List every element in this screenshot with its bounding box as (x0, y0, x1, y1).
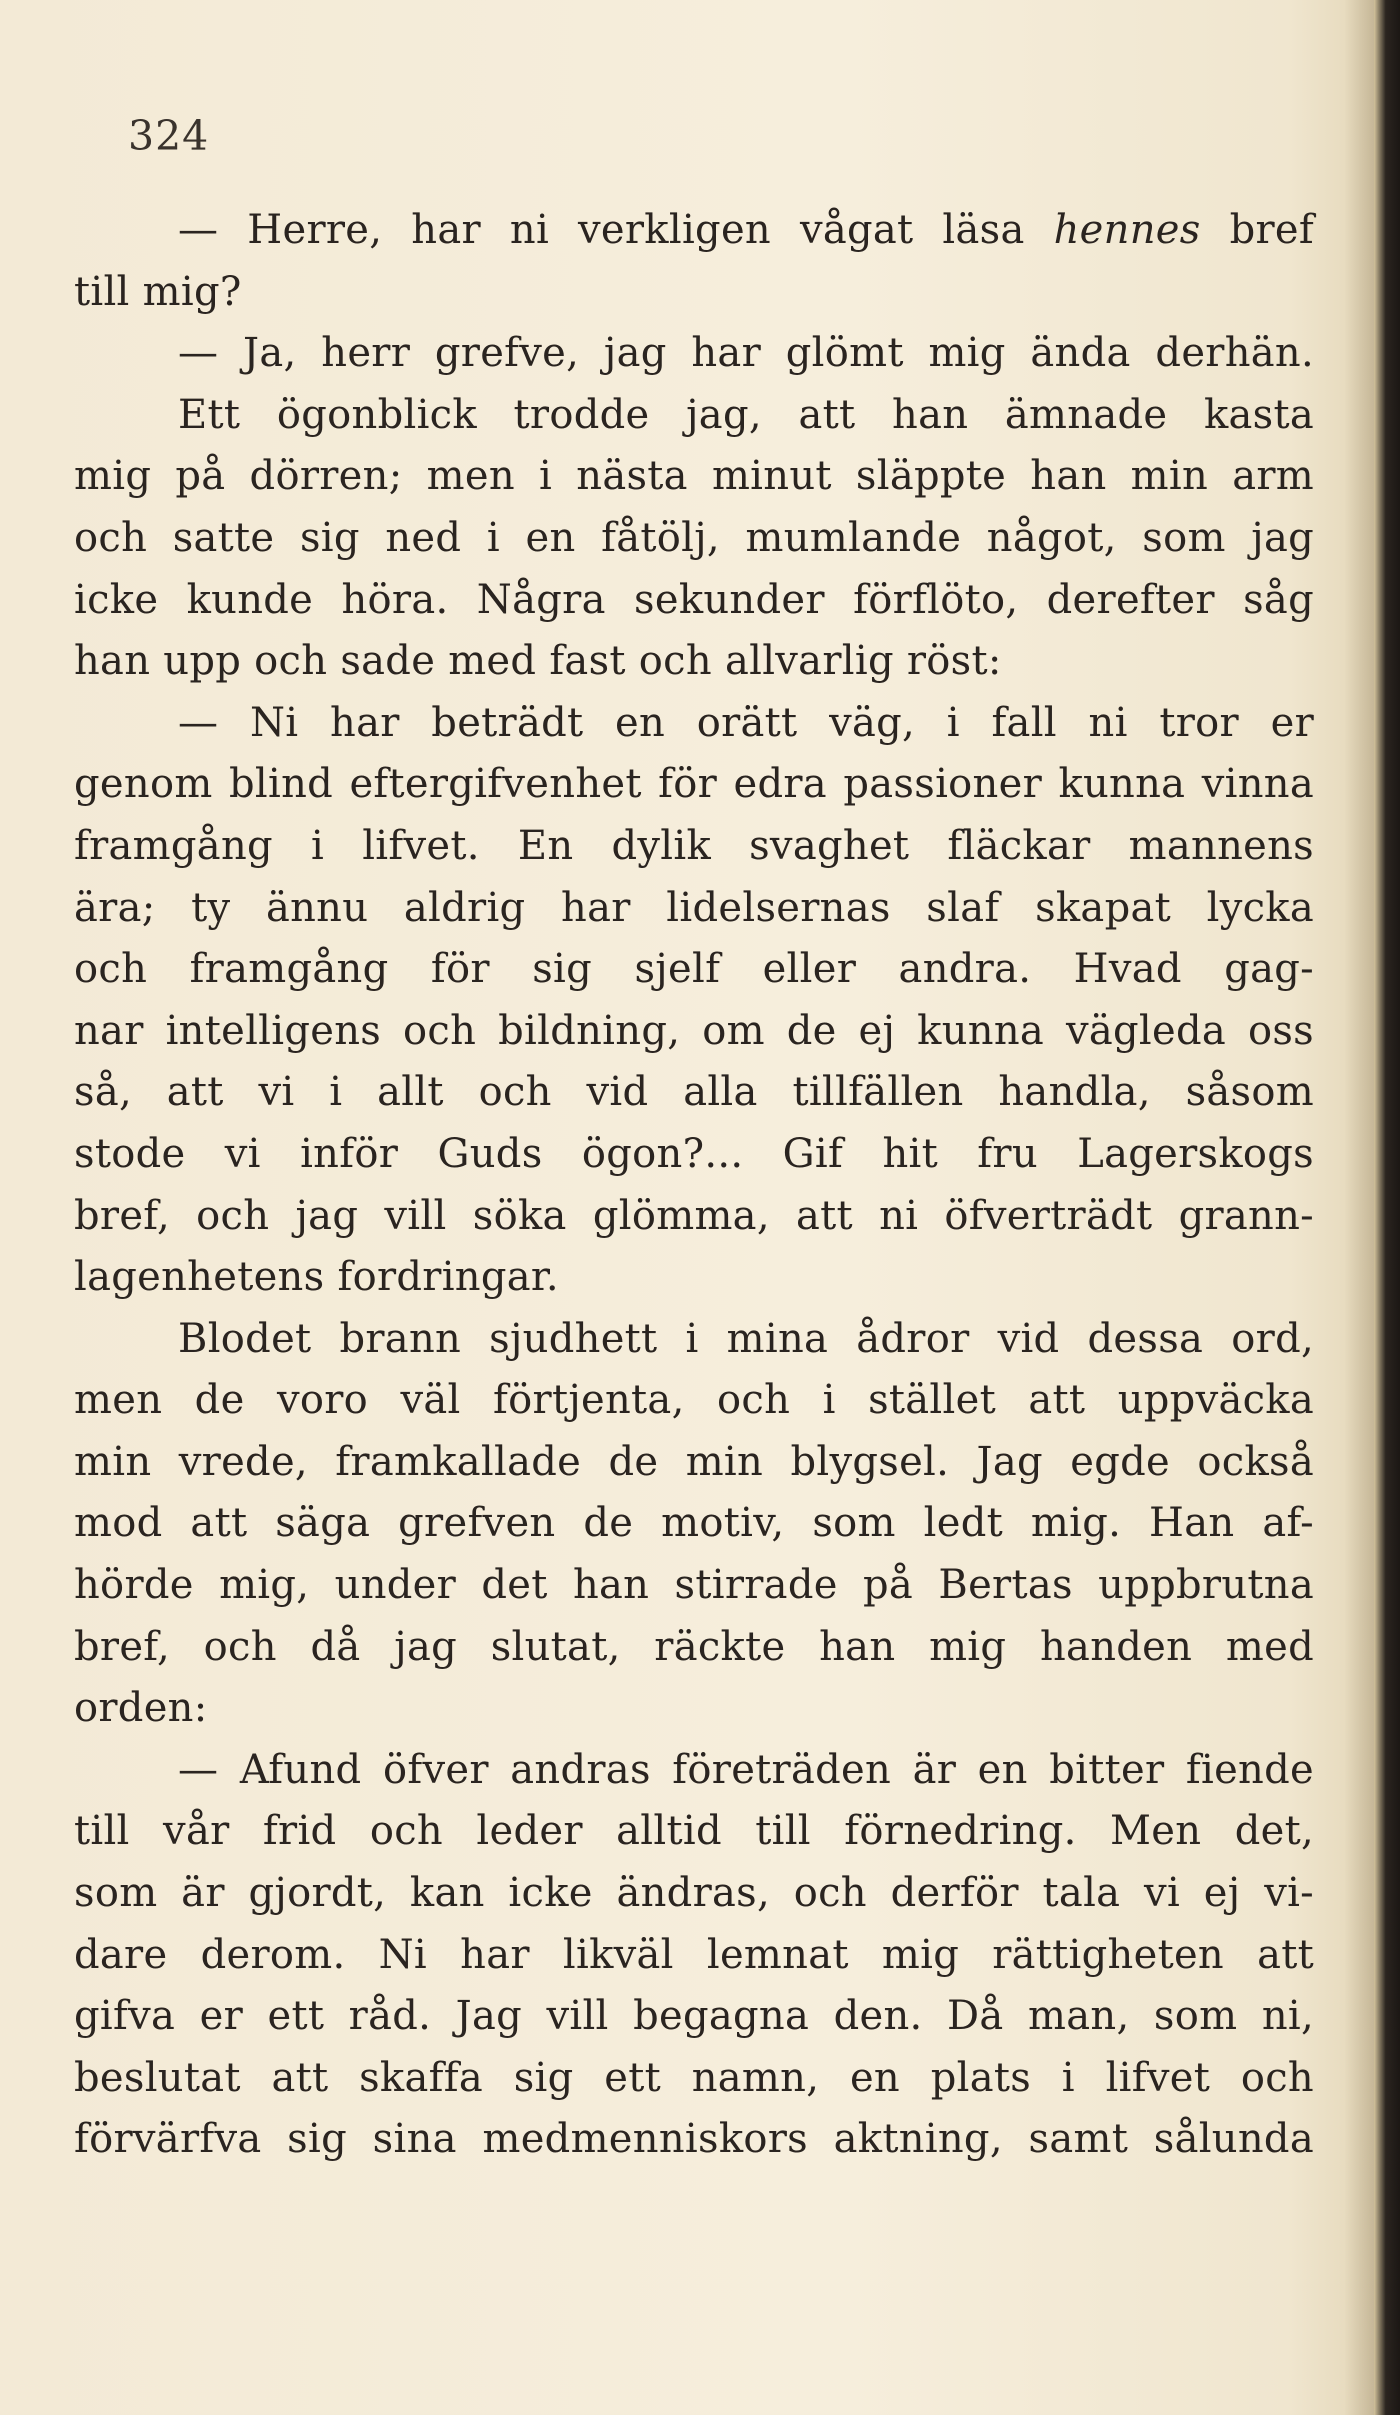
text-line: men de voro väl förtjenta, och i stället att uppväcka (74, 1377, 1314, 1424)
text-line: framgång i lifvet. En dylik svaghet fläckar mannens (74, 822, 1314, 869)
text-line: mig på dörren; men i nästa minut släppte han min arm (74, 453, 1314, 500)
text-line: till mig? (74, 268, 242, 315)
text-line: orden: (74, 1685, 208, 1732)
text-line: till vår frid och leder alltid till förnedring. Men det, (74, 1808, 1314, 1855)
text-line: — Ni har beträdt en orätt väg, i fall ni tror er (178, 699, 1314, 746)
text-line: bref, och jag vill söka glömma, att ni öfverträdt grann- (74, 1192, 1314, 1239)
text-line: mod att säga grefven de motiv, som ledt mig. Han af- (74, 1500, 1314, 1547)
text-line: och framgång för sig sjelf eller andra. Hvad gag- (74, 946, 1314, 993)
text-line: stode vi inför Guds ögon?... Gif hit fru Lagerskogs (74, 1130, 1314, 1177)
page-number: 324 (128, 112, 210, 160)
text-line: genom blind eftergifvenhet för edra passioner kunna vinna (74, 761, 1314, 808)
text-line: hörde mig, under det han stirrade på Bertas uppbrutna (74, 1562, 1314, 1609)
emphasis-word: hennes (1053, 207, 1201, 253)
text-line: lagenhetens fordringar. (74, 1254, 559, 1301)
text-line: bref, och då jag slutat, räckte han mig handen med (74, 1623, 1314, 1670)
text-line: icke kunde höra. Några sekunder förflöto, derefter såg (74, 576, 1314, 623)
binding-shadow (1344, 0, 1374, 2415)
text-line: nar intelligens och bildning, om de ej kunna vägleda oss (74, 1007, 1314, 1054)
text-line: och satte sig ned i en fåtölj, mumlande något, som jag (74, 514, 1314, 561)
text-line: Blodet brann sjudhett i mina ådror vid dessa ord, (178, 1315, 1314, 1362)
book-binding-edge (1374, 0, 1400, 2415)
text-line: beslutat att skaffa sig ett namn, en plats i lifvet och (74, 2054, 1314, 2101)
text-line: som är gjordt, kan icke ändras, och derför tala vi ej vi- (74, 1870, 1314, 1917)
text-line: förvärfva sig sina medmenniskors aktning, samt sålunda (74, 2116, 1314, 2163)
text-line: — Herre, har ni verkligen vågat läsa hennes bref (178, 207, 1314, 253)
text-line: dare derom. Ni har likväl lemnat mig rättigheten att (74, 1931, 1314, 1978)
text-line: ära; ty ännu aldrig har lidelsernas slaf skapat lycka (74, 884, 1314, 931)
text-line: — Ja, herr grefve, jag har glömt mig ända derhän. (178, 330, 1314, 377)
text-line: gifva er ett råd. Jag vill begagna den. Då man, som ni, (74, 1993, 1314, 2040)
text-line: — Afund öfver andras företräden är en bitter fiende (178, 1746, 1314, 1793)
text-line: så, att vi i allt och vid alla tillfällen handla, såsom (74, 1069, 1314, 1116)
body-text (74, 200, 1314, 2171)
text-line: han upp och sade med fast och allvarlig röst: (74, 638, 1002, 685)
text-line: Ett ögonblick trodde jag, att han ämnade kasta (178, 391, 1314, 438)
text-line: min vrede, framkallade de min blygsel. Jag egde också (74, 1438, 1314, 1485)
